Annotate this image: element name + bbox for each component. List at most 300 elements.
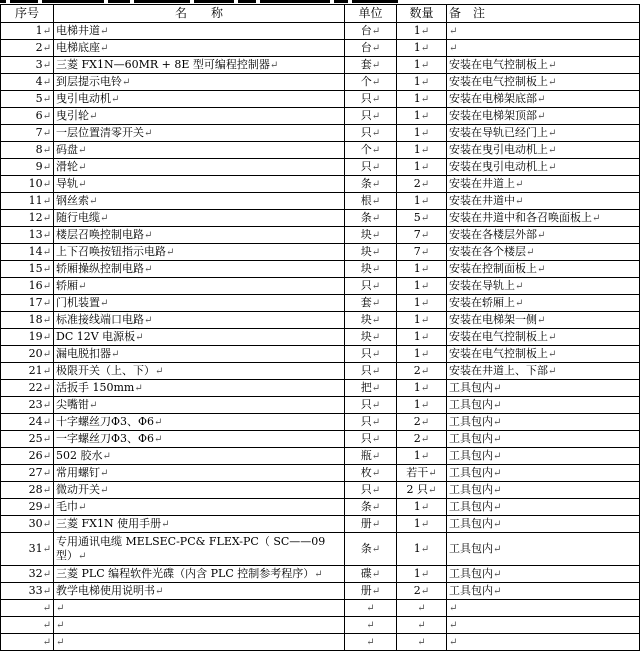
cell-qty-text: 若干	[406, 466, 429, 479]
cell-name-text: 钢丝索	[56, 194, 89, 207]
paragraph-mark: ↵	[102, 451, 111, 462]
table-row	[1, 583, 640, 600]
paragraph-mark: ↵	[42, 111, 51, 122]
cell-qty-text: 1	[413, 41, 421, 54]
cell-note-text: 工具包内	[449, 483, 493, 496]
paragraph-mark: ↵	[42, 434, 51, 445]
cell-note-text: 安装在曳引电动机上	[449, 160, 548, 173]
cell-name	[54, 40, 345, 57]
cell-unit	[345, 295, 397, 312]
paragraph-mark: ↵	[371, 230, 381, 241]
cell-index-text: 18	[28, 313, 43, 326]
cell-note-text: 安装在电气控制板上	[449, 347, 548, 360]
paragraph-mark: ↵	[371, 543, 381, 555]
cell-index-text: 1	[35, 24, 43, 37]
cell-qty	[397, 23, 447, 40]
paragraph-mark: ↵	[100, 213, 109, 224]
cell-note-text: 工具包内	[449, 398, 493, 411]
paragraph-mark: ↵	[89, 400, 98, 411]
cell-unit-text: 只	[360, 415, 372, 428]
paragraph-mark: ↵	[371, 315, 381, 326]
paragraph-mark: ↵	[42, 247, 51, 258]
table-row	[1, 516, 640, 533]
cell-index-text: 3	[35, 58, 43, 71]
cell-qty	[397, 125, 447, 142]
cell-unit-text: 条	[360, 541, 372, 555]
cell-index	[1, 566, 54, 583]
paragraph-mark: ↵	[548, 162, 557, 173]
header-index: 序号	[1, 5, 54, 23]
cell-index-text: 22	[28, 381, 43, 394]
cell-name-text: 一层位置清零开关	[56, 126, 144, 139]
cell-qty	[397, 193, 447, 210]
cell-name	[54, 244, 345, 261]
paragraph-mark: ↵	[420, 264, 430, 275]
paragraph-mark: ↵	[449, 43, 458, 54]
cell-index	[1, 312, 54, 329]
cell-qty	[397, 329, 447, 346]
cell-qty	[397, 278, 447, 295]
cell-qty	[397, 295, 447, 312]
paragraph-mark: ↵	[42, 43, 51, 54]
cell-name	[54, 23, 345, 40]
cell-index	[1, 431, 54, 448]
table-row	[1, 533, 640, 566]
cell-qty	[397, 516, 447, 533]
paragraph-mark: ↵	[371, 434, 381, 445]
cell-name	[54, 329, 345, 346]
cell-unit-text: 个	[360, 143, 372, 156]
paragraph-mark: ↵	[42, 145, 51, 156]
cell-qty	[397, 142, 447, 159]
paragraph-mark: ↵	[42, 264, 51, 275]
paragraph-mark: ↵	[420, 111, 430, 122]
cell-qty-text: 1	[413, 75, 421, 88]
cell-unit	[345, 617, 397, 634]
cell-qty	[397, 583, 447, 600]
cell-index-text: 24	[28, 415, 43, 428]
cell-index	[1, 414, 54, 431]
table-row	[1, 176, 640, 193]
table-row	[1, 295, 640, 312]
cell-note	[447, 57, 640, 74]
table-header-row	[1, 5, 640, 23]
paragraph-mark: ↵	[449, 637, 458, 648]
paragraph-mark: ↵	[420, 332, 430, 343]
cell-name	[54, 533, 345, 566]
paragraph-mark: ↵	[417, 620, 426, 631]
equipment-list-table	[0, 4, 640, 651]
paragraph-mark: ↵	[42, 383, 51, 394]
paragraph-mark: ↵	[42, 519, 51, 530]
cell-name	[54, 312, 345, 329]
cell-unit-text: 把	[360, 381, 372, 394]
cell-note-text: 工具包内	[449, 449, 493, 462]
paragraph-mark: ↵	[371, 349, 381, 360]
cell-note	[447, 40, 640, 57]
cell-unit	[345, 312, 397, 329]
cell-index-text: 32	[28, 567, 43, 580]
paragraph-mark: ↵	[420, 60, 430, 71]
paragraph-mark: ↵	[537, 264, 546, 275]
cell-note-text: 安装在电梯架顶部	[449, 109, 537, 122]
cell-qty-text: 1	[413, 92, 421, 105]
paragraph-mark: ↵	[371, 281, 381, 292]
cell-qty	[397, 244, 447, 261]
paragraph-mark: ↵	[371, 502, 381, 513]
cell-index	[1, 244, 54, 261]
cell-index-text: 31	[28, 541, 43, 555]
paragraph-mark: ↵	[111, 349, 120, 360]
paragraph-mark: ↵	[144, 230, 153, 241]
paragraph-mark: ↵	[420, 519, 430, 530]
cell-index-text: 8	[35, 143, 43, 156]
cell-note-text: 工具包内	[449, 567, 493, 580]
paragraph-mark: ↵	[155, 586, 164, 597]
cell-unit	[345, 210, 397, 227]
cell-name-text: 活扳手 150mm	[56, 381, 135, 394]
cell-qty-text: 2	[413, 415, 421, 428]
cell-note	[447, 227, 640, 244]
cell-index	[1, 210, 54, 227]
cell-note	[447, 566, 640, 583]
cell-index	[1, 516, 54, 533]
cell-unit	[345, 533, 397, 566]
cell-note	[447, 278, 640, 295]
cell-qty-text: 1	[413, 567, 421, 580]
paragraph-mark: ↵	[515, 298, 524, 309]
cell-unit-text: 块	[360, 262, 372, 275]
paragraph-mark: ↵	[78, 162, 87, 173]
table-row	[1, 193, 640, 210]
paragraph-mark: ↵	[78, 145, 87, 156]
table-row	[1, 329, 640, 346]
cell-name	[54, 465, 345, 482]
cell-index	[1, 600, 54, 617]
cell-qty-text: 1	[413, 143, 421, 156]
cell-unit	[345, 176, 397, 193]
cell-note-text: 安装在电气控制板上	[449, 58, 548, 71]
cell-unit	[345, 23, 397, 40]
paragraph-mark: ↵	[371, 298, 381, 309]
cell-qty-text: 1	[413, 330, 421, 343]
paragraph-mark: ↵	[78, 179, 87, 190]
paragraph-mark: ↵	[371, 26, 381, 37]
cell-name	[54, 448, 345, 465]
cell-unit-text: 条	[360, 211, 372, 224]
paragraph-mark: ↵	[417, 603, 426, 614]
cell-name	[54, 142, 345, 159]
paragraph-mark: ↵	[135, 332, 144, 343]
paragraph-mark: ↵	[420, 400, 430, 411]
cell-index-text: 27	[28, 466, 43, 479]
table-row	[1, 40, 640, 57]
paragraph-mark: ↵	[548, 366, 557, 377]
paragraph-mark: ↵	[366, 620, 375, 631]
table-row	[1, 363, 640, 380]
cell-unit-text: 只	[360, 432, 372, 445]
cell-name-text: 曳引电动机	[56, 92, 111, 105]
cell-note-text: 安装在曳引电动机上	[449, 143, 548, 156]
cell-unit-text: 只	[360, 126, 372, 139]
cell-index	[1, 261, 54, 278]
cell-name-text: 毛巾	[56, 500, 78, 513]
cell-qty	[397, 397, 447, 414]
cell-qty-text: 1	[413, 194, 421, 207]
cell-qty-text: 1	[413, 262, 421, 275]
table-row	[1, 227, 640, 244]
cell-name-text: 上下召唤按钮指示电路	[56, 245, 166, 258]
cell-note-text: 工具包内	[449, 381, 493, 394]
paragraph-mark: ↵	[100, 485, 109, 496]
cell-unit-text: 瓶	[360, 449, 372, 462]
paragraph-mark: ↵	[42, 417, 51, 428]
cell-name	[54, 346, 345, 363]
cell-qty	[397, 91, 447, 108]
paragraph-mark: ↵	[42, 569, 51, 580]
paragraph-mark: ↵	[42, 162, 51, 173]
paragraph-mark: ↵	[100, 468, 109, 479]
cell-index-text: 10	[28, 177, 43, 190]
paragraph-mark: ↵	[111, 94, 120, 105]
cell-qty-text: 1	[413, 398, 421, 411]
cell-unit	[345, 329, 397, 346]
paragraph-mark: ↵	[420, 196, 430, 207]
cell-name	[54, 600, 345, 617]
cell-unit-text: 块	[360, 313, 372, 326]
paragraph-mark: ↵	[78, 281, 87, 292]
cell-qty	[397, 431, 447, 448]
paragraph-mark: ↵	[371, 213, 381, 224]
cell-qty-text: 2	[413, 432, 421, 445]
cell-note	[447, 617, 640, 634]
cell-index-text: 14	[28, 245, 43, 258]
cell-index	[1, 583, 54, 600]
paragraph-mark: ↵	[420, 434, 430, 445]
cell-unit-text: 套	[360, 296, 372, 309]
cell-name-text: 尖嘴钳	[56, 398, 89, 411]
cell-index	[1, 142, 54, 159]
cell-unit	[345, 57, 397, 74]
paragraph-mark: ↵	[42, 230, 51, 241]
cell-note	[447, 312, 640, 329]
cell-note	[447, 397, 640, 414]
header-note: 备 注	[447, 5, 640, 23]
paragraph-mark: ↵	[592, 213, 601, 224]
header-unit: 单位	[345, 5, 397, 23]
cell-note-text: 安装在井道上、下部	[449, 364, 548, 377]
paragraph-mark: ↵	[548, 77, 557, 88]
cell-qty-text: 1	[413, 517, 421, 530]
cell-name	[54, 91, 345, 108]
cell-note	[447, 516, 640, 533]
paragraph-mark: ↵	[371, 111, 381, 122]
header-qty: 数量	[397, 5, 447, 23]
paragraph-mark: ↵	[548, 128, 557, 139]
cell-qty	[397, 499, 447, 516]
table-row	[1, 448, 640, 465]
paragraph-mark: ↵	[548, 145, 557, 156]
table-row	[1, 57, 640, 74]
paragraph-mark: ↵	[420, 43, 430, 54]
paragraph-mark: ↵	[417, 637, 426, 648]
paragraph-mark: ↵	[420, 383, 430, 394]
paragraph-mark: ↵	[56, 603, 65, 614]
paragraph-mark: ↵	[42, 179, 51, 190]
paragraph-mark: ↵	[144, 315, 153, 326]
cell-unit-text: 块	[360, 245, 372, 258]
paragraph-mark: ↵	[493, 569, 502, 580]
cell-qty	[397, 448, 447, 465]
cell-note	[447, 499, 640, 516]
cell-unit-text: 只	[360, 398, 372, 411]
paragraph-mark: ↵	[154, 434, 163, 445]
cell-name-text: 楼层召唤控制电路	[56, 228, 144, 241]
cell-qty-text: 1	[413, 500, 421, 513]
cell-qty	[397, 210, 447, 227]
table-row	[1, 414, 640, 431]
cell-unit	[345, 74, 397, 91]
cell-name	[54, 397, 345, 414]
cell-note	[447, 414, 640, 431]
paragraph-mark: ↵	[155, 366, 164, 377]
cell-qty-text: 1	[413, 449, 421, 462]
table-row	[1, 499, 640, 516]
paragraph-mark: ↵	[420, 162, 430, 173]
cell-qty-text: 2	[413, 584, 421, 597]
cell-note-text: 安装在井道上	[449, 177, 515, 190]
paragraph-mark: ↵	[420, 94, 430, 105]
cell-name	[54, 108, 345, 125]
cell-qty	[397, 312, 447, 329]
paragraph-mark: ↵	[371, 586, 381, 597]
cell-qty-text: 2	[413, 177, 421, 190]
cell-qty	[397, 380, 447, 397]
paragraph-mark: ↵	[371, 264, 381, 275]
paragraph-mark: ↵	[89, 196, 98, 207]
cell-unit	[345, 346, 397, 363]
paragraph-mark: ↵	[42, 94, 51, 105]
cell-index	[1, 465, 54, 482]
paragraph-mark: ↵	[420, 128, 430, 139]
paragraph-mark: ↵	[42, 332, 51, 343]
cell-qty-text: 2	[413, 364, 421, 377]
paragraph-mark: ↵	[493, 417, 502, 428]
table-row	[1, 600, 640, 617]
paragraph-mark: ↵	[371, 383, 381, 394]
paragraph-mark: ↵	[515, 281, 524, 292]
cell-name-text: 专用通讯电缆 MELSEC-PC& FLEX-PC（ SC——09 型）	[56, 534, 326, 562]
cell-note	[447, 295, 640, 312]
table-row	[1, 210, 640, 227]
paragraph-mark: ↵	[42, 620, 51, 631]
cell-unit-text: 台	[360, 24, 372, 37]
cell-unit-text: 碟	[360, 567, 372, 580]
paragraph-mark: ↵	[100, 43, 109, 54]
cell-note-text: 安装在电梯架一侧	[449, 313, 537, 326]
cell-index	[1, 74, 54, 91]
cell-note-text: 安装在轿厢上	[449, 296, 515, 309]
paragraph-mark: ↵	[134, 383, 143, 394]
cell-index-text: 7	[35, 126, 43, 139]
paragraph-mark: ↵	[122, 77, 131, 88]
paragraph-mark: ↵	[449, 603, 458, 614]
cell-unit-text: 只	[360, 347, 372, 360]
cell-note-text: 安装在各个楼层	[449, 245, 526, 258]
paragraph-mark: ↵	[371, 43, 381, 54]
cell-qty	[397, 617, 447, 634]
paragraph-mark: ↵	[371, 77, 381, 88]
cell-note	[447, 583, 640, 600]
paragraph-mark: ↵	[537, 94, 546, 105]
cell-qty	[397, 108, 447, 125]
table-row	[1, 397, 640, 414]
paragraph-mark: ↵	[371, 485, 381, 496]
cell-note	[447, 142, 640, 159]
paragraph-mark: ↵	[42, 213, 51, 224]
cell-note	[447, 465, 640, 482]
paragraph-mark: ↵	[42, 315, 51, 326]
cell-index	[1, 40, 54, 57]
cell-note	[447, 125, 640, 142]
paragraph-mark: ↵	[420, 543, 430, 555]
cell-qty	[397, 346, 447, 363]
cell-name-text: 三菱 FX1N 使用手册	[56, 517, 162, 530]
cell-index	[1, 227, 54, 244]
paragraph-mark: ↵	[42, 60, 51, 71]
cell-name	[54, 159, 345, 176]
cell-note	[447, 74, 640, 91]
paragraph-mark: ↵	[371, 145, 381, 156]
cell-qty-text: 1	[413, 381, 421, 394]
cell-unit	[345, 380, 397, 397]
paragraph-mark: ↵	[493, 451, 502, 462]
table-row	[1, 278, 640, 295]
paragraph-mark: ↵	[493, 502, 502, 513]
table-row	[1, 312, 640, 329]
cell-qty-text: 7	[413, 228, 421, 241]
cell-name-text: 电梯井道	[56, 24, 100, 37]
cell-note	[447, 176, 640, 193]
cell-qty-text: 1	[413, 296, 421, 309]
cell-name	[54, 499, 345, 516]
cell-index-text: 15	[28, 262, 43, 275]
cell-qty	[397, 566, 447, 583]
paragraph-mark: ↵	[515, 179, 524, 190]
table-row	[1, 346, 640, 363]
cell-index-text: 9	[35, 160, 43, 173]
cell-index-text: 16	[28, 279, 43, 292]
cell-qty	[397, 74, 447, 91]
paragraph-mark: ↵	[42, 502, 51, 513]
paragraph-mark: ↵	[493, 434, 502, 445]
cell-name	[54, 414, 345, 431]
paragraph-mark: ↵	[100, 26, 109, 37]
cell-index	[1, 295, 54, 312]
cell-name-text: 电梯底座	[56, 41, 100, 54]
cell-qty	[397, 363, 447, 380]
cell-unit	[345, 583, 397, 600]
cell-note-text: 安装在电气控制板上	[449, 75, 548, 88]
cell-note-text: 工具包内	[449, 432, 493, 445]
paragraph-mark: ↵	[42, 349, 51, 360]
paragraph-mark: ↵	[42, 543, 51, 555]
cell-unit	[345, 465, 397, 482]
paragraph-mark: ↵	[493, 543, 502, 555]
paragraph-mark: ↵	[371, 128, 381, 139]
cell-unit	[345, 566, 397, 583]
cell-name	[54, 634, 345, 651]
